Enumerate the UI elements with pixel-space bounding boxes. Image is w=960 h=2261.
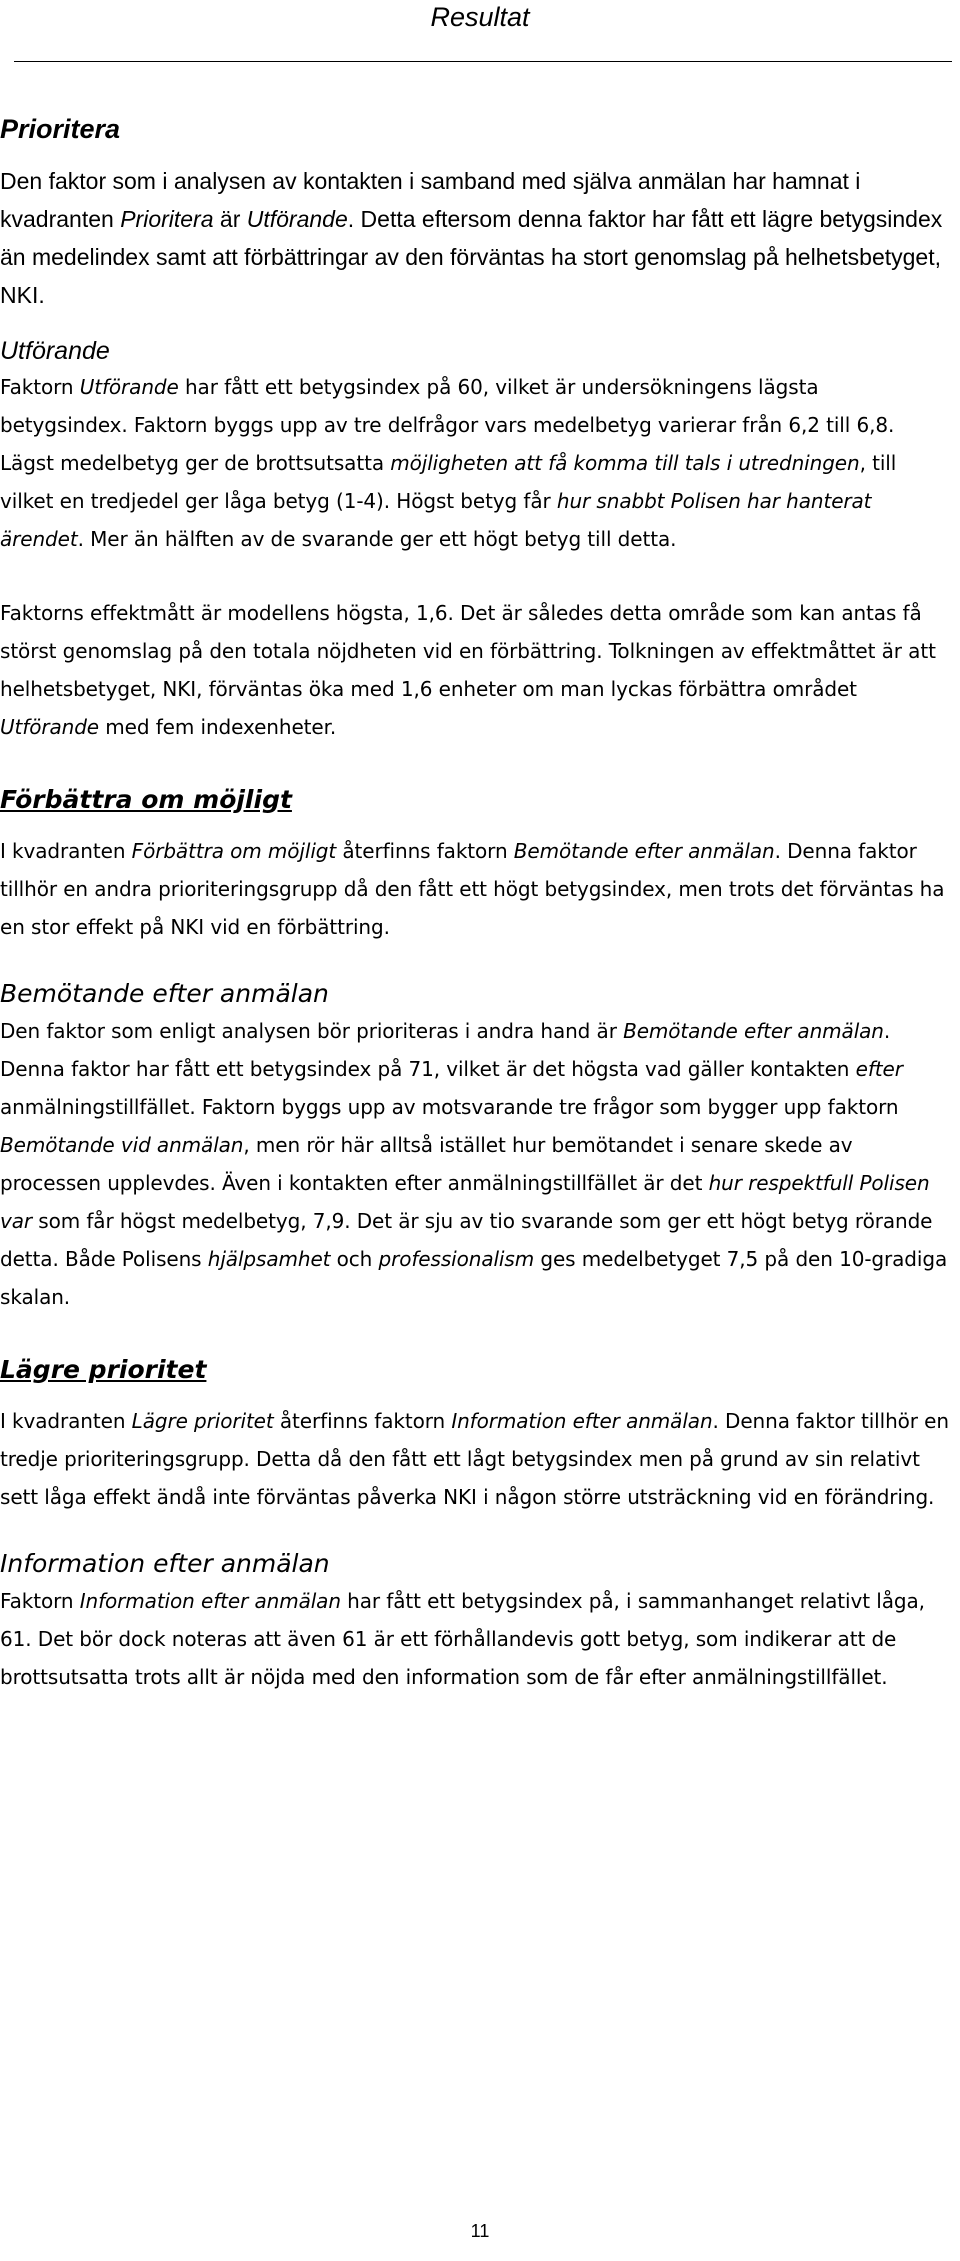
text-run-italic: Bemötande efter anmälan xyxy=(513,839,775,863)
text-run-italic: Lägre prioritet xyxy=(131,1409,274,1433)
text-run: . Denna faktor har fått ett betygsindex på 71, vilket är det högsta vad gäller kontakten xyxy=(0,1019,891,1081)
text-run-italic: hjälpsamhet xyxy=(207,1247,331,1271)
text-run: och xyxy=(330,1247,379,1271)
text-run-italic: Bemötande efter anmälan xyxy=(623,1019,884,1043)
paragraph-prioritera xyxy=(0,162,952,314)
text-run-italic: hur respektfull Polisen var xyxy=(0,1171,930,1233)
text-run-italic: efter xyxy=(855,1057,903,1081)
text-run-italic: Förbättra om möjligt xyxy=(131,839,337,863)
text-run: anmälningstillfället. Faktorn byggs upp av motsvarande tre frågor som bygger upp faktorn xyxy=(0,1095,899,1119)
text-run: . Denna faktor tillhör en andra prioriteringsgrupp då den fått ett högt betygsindex, men trots det förväntas ha en stor effekt på NKI vid en förbättring. xyxy=(0,839,945,939)
text-run-italic: professionalism xyxy=(378,1247,535,1271)
text-run-italic: Prioritera xyxy=(120,206,214,232)
text-run-italic: Information efter anmälan xyxy=(451,1409,713,1433)
text-run-italic: Utförande xyxy=(246,206,348,232)
text-run-italic: möjligheten att få komma till tals i utredningen xyxy=(390,451,860,475)
text-run: . Denna faktor tillhör en tredje prioriteringsgrupp. Detta då den fått ett lågt betygsindex men på grund av sin relativt sett låga effekt ändå inte förväntas påverka NKI i någon större utsträckning vid en förändring. xyxy=(0,1409,949,1509)
text-run: I kvadranten xyxy=(0,1409,132,1433)
text-run: Den faktor som enligt analysen bör prioriteras i andra hand är xyxy=(0,1019,624,1043)
text-run: Faktorn xyxy=(0,375,80,399)
header-rule xyxy=(14,61,952,62)
text-run: återfinns faktorn xyxy=(273,1409,452,1433)
paragraph-lagre xyxy=(0,1402,952,1516)
running-header: Resultat xyxy=(430,2,530,32)
page-content xyxy=(0,100,952,1696)
text-run-italic: Bemötande vid anmälan xyxy=(0,1133,244,1157)
text-run: . Mer än hälften av de svarande ger ett högt betyg till detta. xyxy=(77,527,677,551)
heading-lagre-prioritet: Lägre prioritet xyxy=(0,1355,207,1384)
paragraph-information xyxy=(0,1582,952,1696)
text-run: Faktorn xyxy=(0,1589,80,1613)
text-run: har fått ett betygsindex på, i sammanhanget relativt låga, 61. Det bör dock noteras att även 61 är ett förhållandevis gott betyg, som indikerar att de brottsutsatta trots allt är nöjda med den information som de får efter anmälningstillfället. xyxy=(0,1589,925,1689)
heading-forbattra-om-mojligt: Förbättra om möjligt xyxy=(0,785,292,814)
text-run: ges medelbetyget 7,5 på den 10-gradiga skalan. xyxy=(0,1247,948,1309)
heading-information: Information efter anmälan xyxy=(0,1549,330,1578)
text-run-italic: Utförande xyxy=(0,715,100,739)
text-run: som får högst medelbetyg, 7,9. Det är sju av tio svarande som ger ett högt betyg rörande detta. Både Polisens xyxy=(0,1209,933,1271)
text-run: Den faktor som i analysen av kontakten i samband med själva anmälan har hamnat i kvadranten xyxy=(0,168,861,232)
heading-bemotande: Bemötande efter anmälan xyxy=(0,979,329,1008)
text-run: är xyxy=(213,206,247,232)
text-run: . Detta eftersom denna faktor har fått ett lägre betygsindex än medelindex samt att förbättringar av den förväntas ha stort genomslag på helhetsbetyget, NKI. xyxy=(0,206,943,308)
paragraph-utforande-1 xyxy=(0,368,952,558)
heading-prioritera: Prioritera xyxy=(0,114,121,144)
paragraph-utforande-2 xyxy=(0,594,952,746)
text-run-italic: hur snabbt Polisen har hanterat ärendet xyxy=(0,489,872,551)
text-run: har fått ett betygsindex på 60, vilket är undersökningens lägsta betygsindex. Faktorn byggs upp av tre delfrågor vars medelbetyg varierar från 6,2 till 6,8. Lägst medelbetyg ger de brottsutsatta xyxy=(0,375,895,475)
paragraph-bemotande xyxy=(0,1012,952,1316)
text-run: Faktorns effektmått är modellens högsta, 1,6. Det är således detta område som kan antas få störst genomslag på den totala nöjdheten vid en förbättring. Tolkningen av effektmåttet är att helhetsbetyget, NKI, förväntas öka med 1,6 enheter om man lyckas förbättra området xyxy=(0,601,936,701)
text-run: med fem indexenheter. xyxy=(99,715,337,739)
heading-utforande: Utförande xyxy=(0,337,110,365)
text-run-italic: Utförande xyxy=(79,375,179,399)
text-run: , till vilket en tredjedel ger låga betyg (1-4). Högst betyg får xyxy=(0,451,897,513)
page-number: 11 xyxy=(470,2221,490,2241)
text-run: I kvadranten xyxy=(0,839,132,863)
text-run: återfinns faktorn xyxy=(336,839,514,863)
paragraph-forbattra xyxy=(0,832,952,946)
text-run-italic: Information efter anmälan xyxy=(79,1589,341,1613)
text-run: , men rör här alltså istället hur bemötandet i senare skede av processen upplevdes. Även i kontakten efter anmälningstillfället är det xyxy=(0,1133,853,1195)
